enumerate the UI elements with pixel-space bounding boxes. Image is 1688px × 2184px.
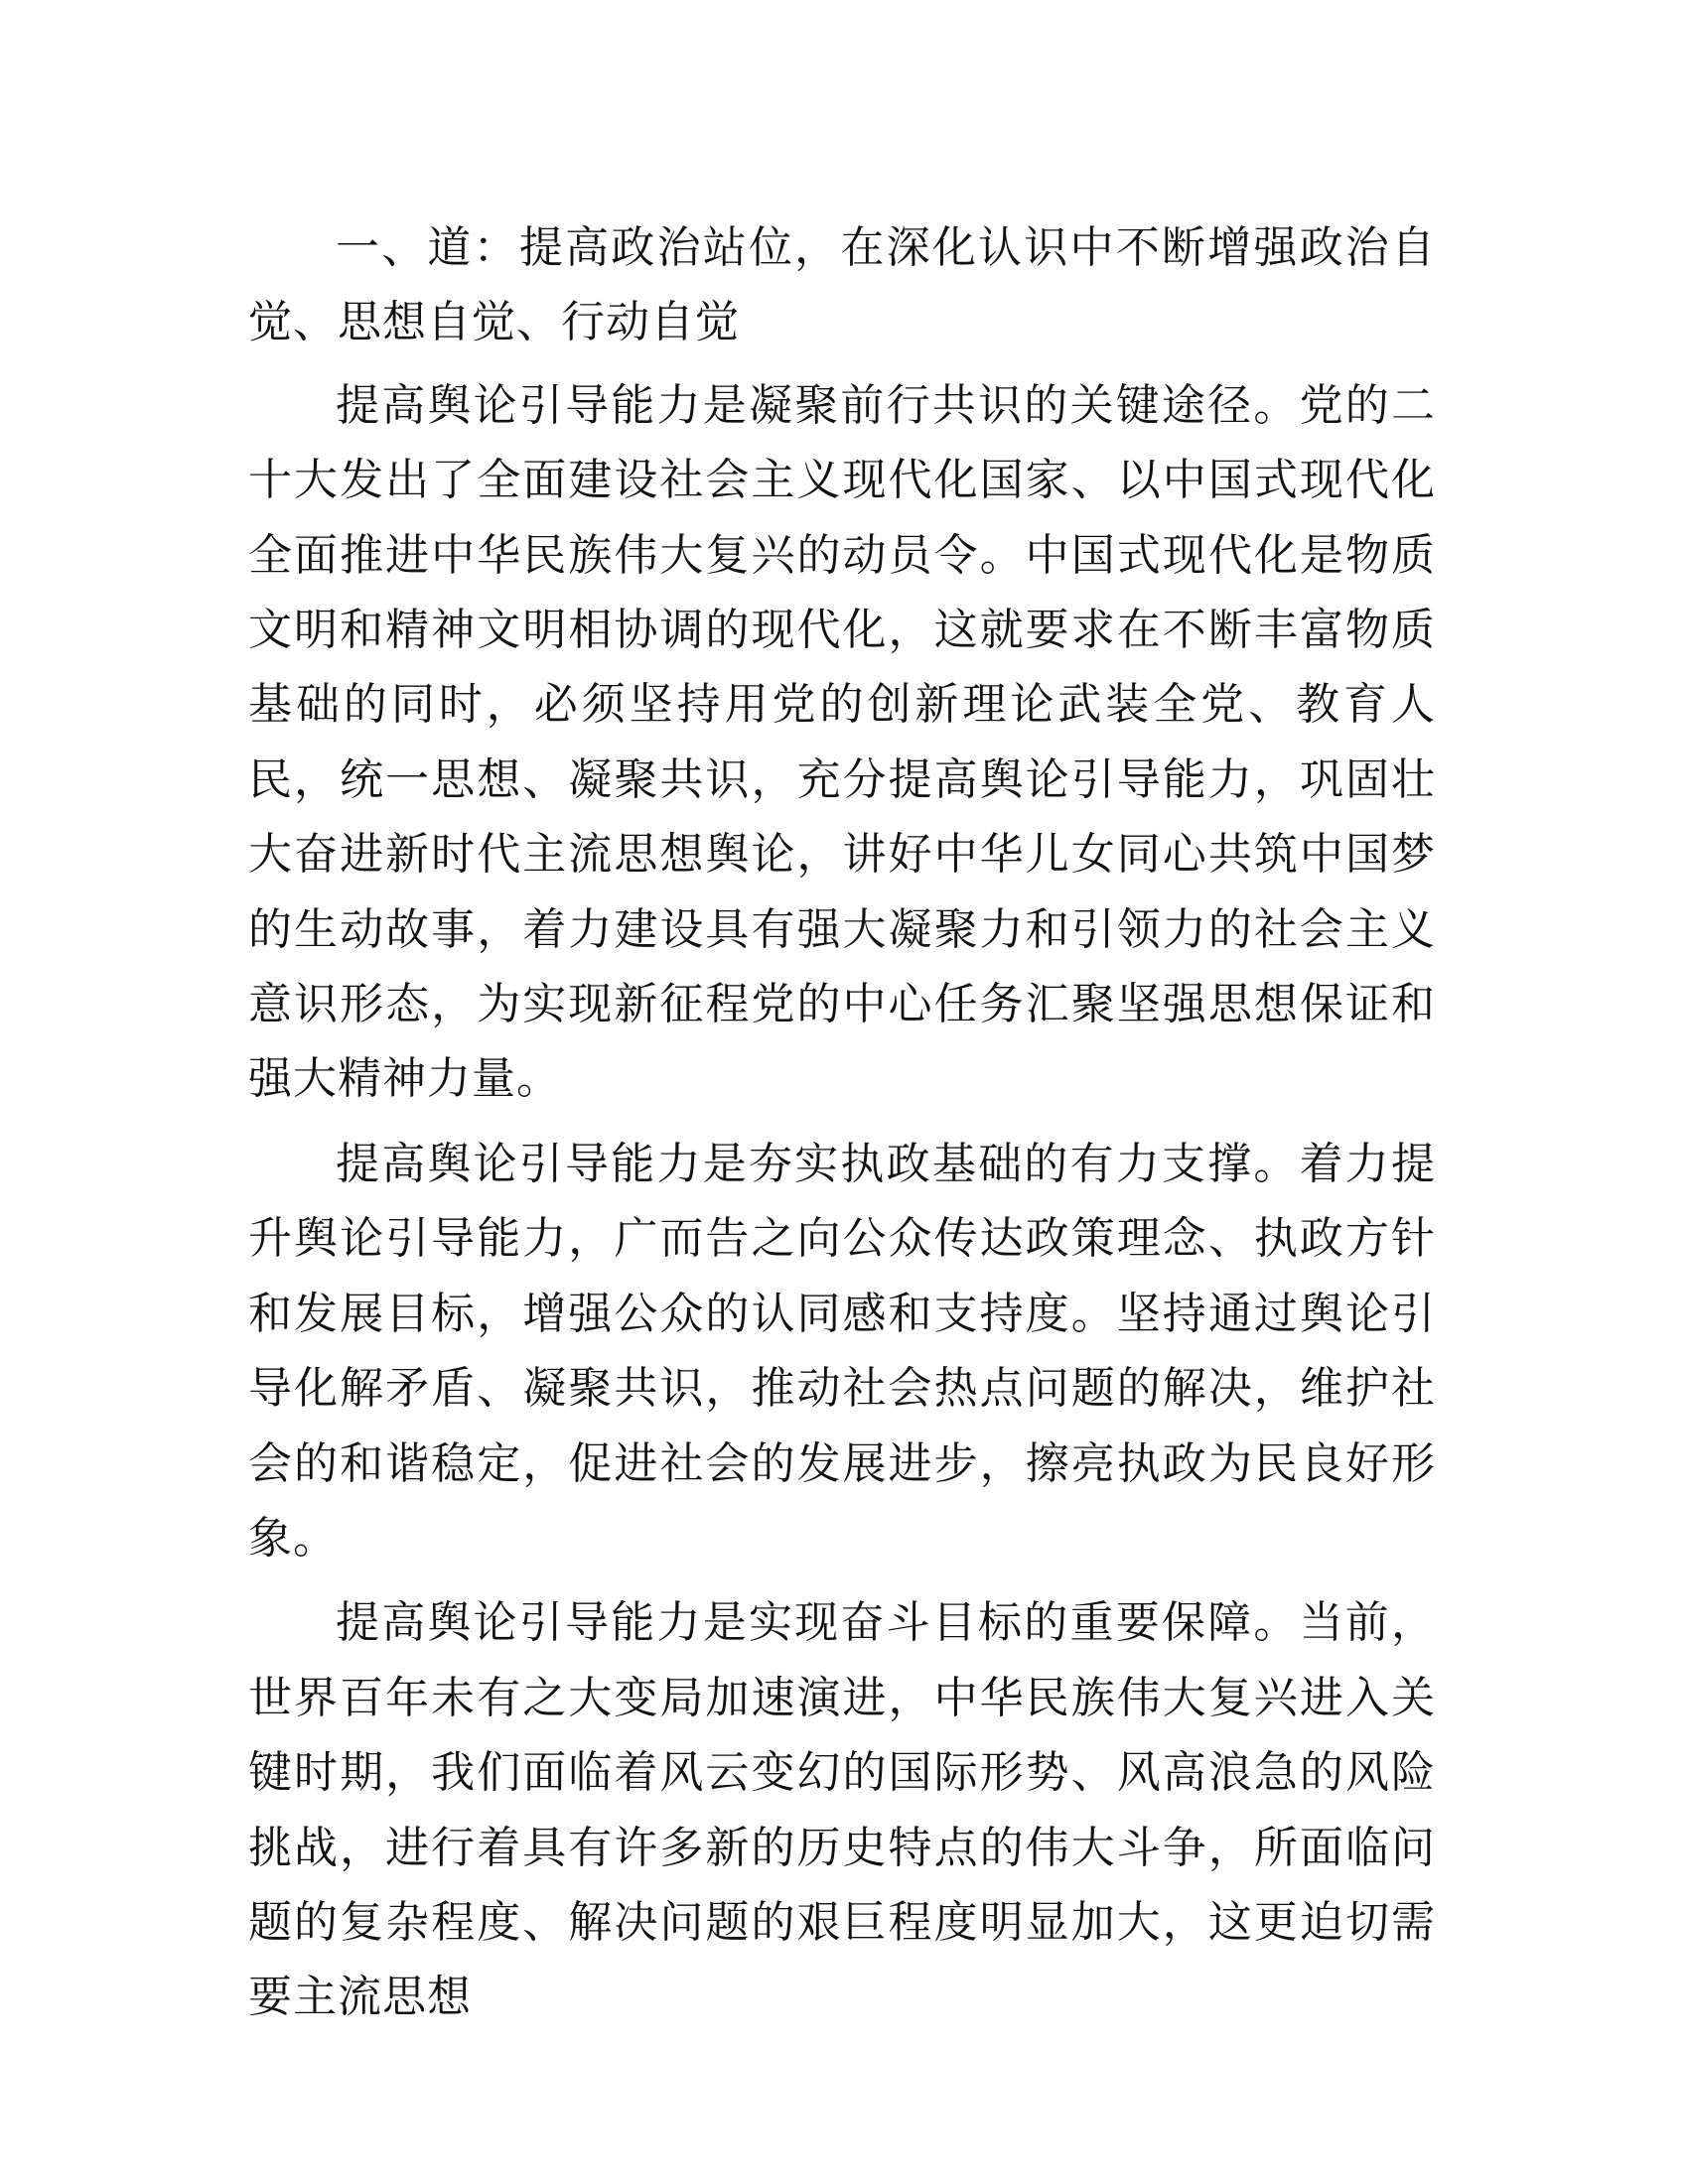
paragraph-1: 提高舆论引导能力是凝聚前行共识的关键途径。党的二十大发出了全面建设社会主义现代化国家、以中国式现代化全面推进中华民族伟大复兴的动员令。中国式现代化是物质文明和精神文明相协调的现代化，这就要求在不断丰富物质基础的同时，必须坚持用党的创新理论武装全党、教育人民，统一思想、凝聚共识，充分提高舆论引导能力，巩固壮大奋进新时代主流思想舆论，讲好中华儿女同心共筑中国梦的生动故事，着力建设具有强大凝聚力和引领力的社会主义意识形态，为实现新征程党的中心任务汇聚坚强思想保证和强大精神力量。 [248,379,1436,1105]
document-body [248,210,1436,2045]
paragraph-2: 提高舆论引导能力是夯实执政基础的有力支撑。着力提升舆论引导能力，广而告之向公众传达政策理念、执政方针和发展目标，增强公众的认同感和支持度。坚持通过舆论引导化解矛盾、凝聚共识，推动社会热点问题的解决，维护社会的和谐稳定，促进社会的发展进步，擦亮执政为民良好形象。 [248,1138,1436,1564]
paragraph-3: 提高舆论引导能力是实现奋斗目标的重要保障。当前，世界百年未有之大变局加速演进，中华民族伟大复兴进入关键时期，我们面临着风云变幻的国际形势、风高浪急的风险挑战，进行着具有许多新的历史特点的伟大斗争，所面临问题的复杂程度、解决问题的艰巨程度明显加大，这更迫切需要主流思想 [248,1597,1436,2023]
section-heading: 一、道：提高政治站位，在深化认识中不断增强政治自觉、思想自觉、行动自觉 [248,222,1436,348]
